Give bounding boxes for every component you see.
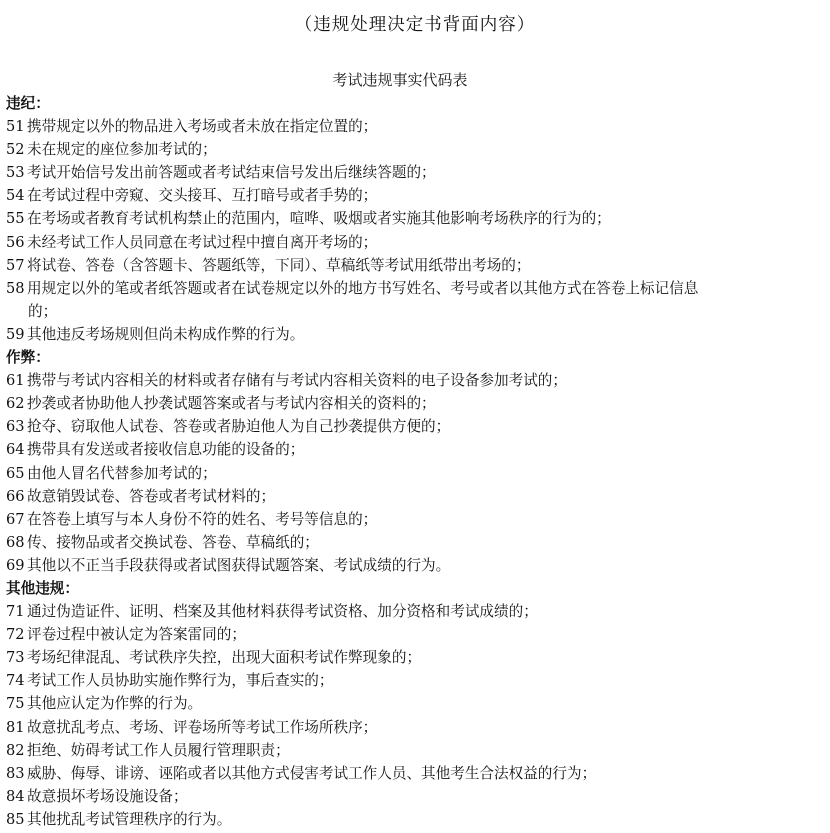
item-text: 在考场或者教育考试机构禁止的范围内，喧哗、吸烟或者实施其他影响考场秩序的行为的； <box>27 210 611 228</box>
list-item <box>6 254 824 277</box>
item-text: 考试开始信号发出前答题或者考试结束信号发出后继续答题的； <box>27 164 436 182</box>
item-text: 故意损坏考场设施设备； <box>27 787 188 805</box>
list-item <box>6 323 824 346</box>
section-discipline <box>6 92 824 346</box>
item-text: 考场纪律混乱、考试秩序失控，出现大面积考试作弊现象的； <box>27 649 422 667</box>
item-text: 其他应认定为作弊的行为。 <box>27 695 203 713</box>
item-text: 其他违反考场规则但尚未构成作弊的行为。 <box>27 325 305 343</box>
table-subtitle: 考试违规事实代码表 <box>332 71 468 89</box>
item-text: 评卷过程中被认定为答案雷同的； <box>27 626 246 644</box>
section-title: 其他违规： <box>6 579 79 597</box>
item-code: 57 <box>6 256 25 274</box>
page-title: （违规处理决定书背面内容） <box>294 15 536 35</box>
list-item <box>6 646 824 669</box>
item-text: 考试工作人员协助实施作弊行为，事后查实的； <box>27 672 334 690</box>
item-code: 58 <box>6 279 25 297</box>
list-item <box>6 600 824 623</box>
item-code: 51 <box>6 118 25 136</box>
item-text: 传、接物品或者交换试卷、答卷、草稿纸的； <box>27 533 319 551</box>
section-title: 作弊： <box>6 349 50 367</box>
item-text: 未经考试工作人员同意在考试过程中擅自离开考场的； <box>27 233 378 251</box>
list-item <box>6 531 824 554</box>
violation-code-list <box>6 92 824 831</box>
list-item <box>6 207 824 230</box>
list-item <box>6 462 824 485</box>
list-item-continuation <box>6 300 824 323</box>
section-title: 违纪： <box>6 95 50 112</box>
item-text: 未在规定的座位参加考试的； <box>27 141 217 159</box>
item-code: 83 <box>6 764 25 782</box>
list-item <box>6 554 824 577</box>
list-item <box>6 623 824 646</box>
list-item <box>6 808 824 831</box>
list-item <box>6 485 824 508</box>
item-code: 67 <box>6 510 25 528</box>
item-text: 携带规定以外的物品进入考场或者未放在指定位置的； <box>27 118 378 136</box>
list-item <box>6 692 824 715</box>
item-code: 75 <box>6 695 25 713</box>
list-item <box>6 161 824 184</box>
item-text-continuation: 的； <box>28 302 58 320</box>
item-code: 59 <box>6 325 25 343</box>
item-code: 56 <box>6 233 25 251</box>
list-item <box>6 392 824 415</box>
item-code: 55 <box>6 210 25 228</box>
list-item <box>6 231 824 254</box>
item-code: 65 <box>6 464 25 482</box>
item-text: 拒绝、妨碍考试工作人员履行管理职责； <box>27 741 290 759</box>
item-text: 其他扰乱考试管理秩序的行为。 <box>27 810 232 828</box>
list-item <box>6 184 824 207</box>
item-text: 其他以不正当手段获得或者试图获得试题答案、考试成绩的行为。 <box>27 556 451 574</box>
item-text: 威胁、侮辱、诽谤、诬陷或者以其他方式侵害考试工作人员、其他考生合法权益的行为； <box>27 764 597 782</box>
list-item <box>6 138 824 161</box>
item-code: 73 <box>6 649 25 667</box>
item-code: 69 <box>6 556 25 574</box>
item-text: 用规定以外的笔或者纸答题或者在试卷规定以外的地方书写姓名、考号或者以其他方式在答卷上标记信息 <box>27 279 699 297</box>
item-text: 由他人冒名代替参加考试的； <box>27 464 217 482</box>
list-item <box>6 716 824 739</box>
item-text: 故意扰乱考点、考场、评卷场所等考试工作场所秩序； <box>27 718 378 736</box>
item-code: 66 <box>6 487 25 505</box>
item-text: 在考试过程中旁窥、交头接耳、互打暗号或者手势的； <box>27 187 378 205</box>
item-text: 通过伪造证件、证明、档案及其他材料获得考试资格、加分资格和考试成绩的； <box>27 603 538 621</box>
item-code: 61 <box>6 372 25 390</box>
list-item <box>6 762 824 785</box>
item-text: 携带具有发送或者接收信息功能的设备的； <box>27 441 305 459</box>
item-code: 68 <box>6 533 25 551</box>
list-item <box>6 369 824 392</box>
item-code: 71 <box>6 603 25 621</box>
item-text: 抄袭或者协助他人抄袭试题答案或者与考试内容相关的资料的； <box>27 395 436 413</box>
item-code: 81 <box>6 718 25 736</box>
section-cheating <box>6 346 824 577</box>
item-code: 62 <box>6 395 25 413</box>
list-item <box>6 415 824 438</box>
list-item <box>6 739 824 762</box>
item-text: 故意销毁试卷、答卷或者考试材料的； <box>27 487 276 505</box>
item-code: 85 <box>6 810 25 828</box>
item-text: 在答卷上填写与本人身份不符的姓名、考号等信息的； <box>27 510 378 528</box>
item-code: 54 <box>6 187 25 205</box>
item-text: 将试卷、答卷（含答题卡、答题纸等，下同）、草稿纸等考试用纸带出考场的； <box>27 256 531 274</box>
list-item <box>6 508 824 531</box>
list-item <box>6 785 824 808</box>
section-other-violations <box>6 577 824 831</box>
item-code: 64 <box>6 441 25 459</box>
item-text: 抢夺、窃取他人试卷、答卷或者胁迫他人为自己抄袭提供方便的； <box>27 418 451 436</box>
list-item <box>6 277 824 300</box>
list-item <box>6 669 824 692</box>
list-item <box>6 115 824 138</box>
item-code: 63 <box>6 418 25 436</box>
item-text: 携带与考试内容相关的材料或者存储有与考试内容相关资料的电子设备参加考试的； <box>27 372 567 390</box>
item-code: 82 <box>6 741 25 759</box>
item-code: 84 <box>6 787 25 805</box>
item-code: 72 <box>6 626 25 644</box>
item-code: 53 <box>6 164 25 182</box>
list-item <box>6 438 824 461</box>
item-code: 52 <box>6 141 25 159</box>
item-code: 74 <box>6 672 25 690</box>
